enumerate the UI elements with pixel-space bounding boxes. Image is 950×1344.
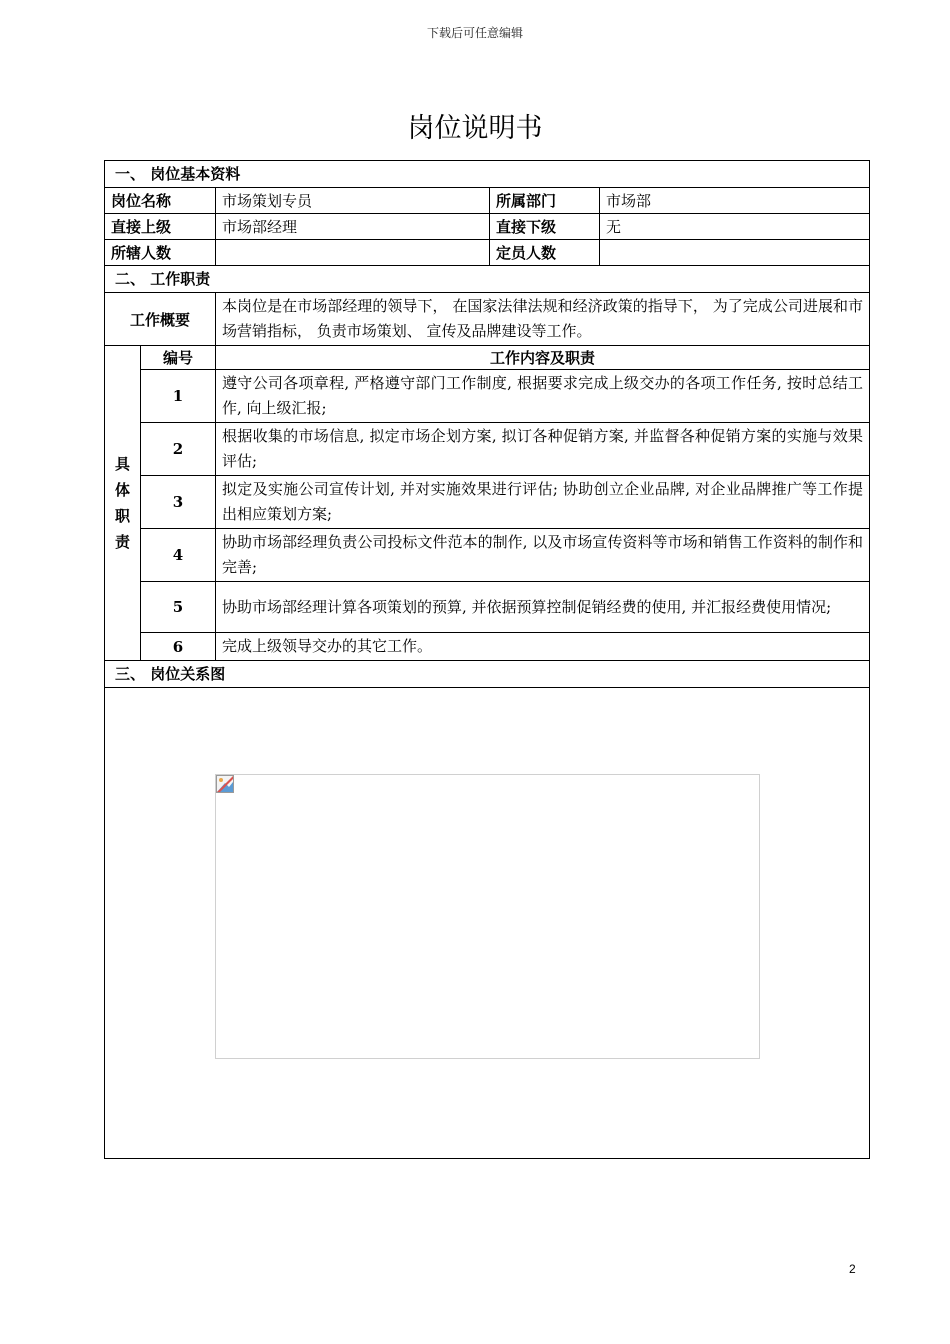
column-header-number: 编号 [141,346,216,370]
table-row [105,293,870,346]
field-label: 直接下级 [490,214,600,240]
document-title: 岗位说明书 [407,113,543,144]
field-label: 定员人数 [490,240,600,266]
table-row [105,240,870,266]
table-row [105,346,870,370]
column-header-content: 工作内容及职责 [216,346,870,370]
table-row [105,476,870,529]
table-row [105,370,870,423]
relationship-diagram-area [105,688,870,1159]
job-description-table [104,160,870,1159]
page-number: 2 [849,1262,856,1276]
duty-text: 根据收集的市场信息, 拟定市场企划方案, 拟订各种促销方案, 并监督各种促销方案的实施与效果评估; [216,423,870,476]
relationship-diagram-image [215,774,760,1059]
table-row [105,633,870,661]
broken-image-icon [216,775,234,793]
table-row [105,423,870,476]
duty-text: 拟定及实施公司宣传计划, 并对实施效果进行评估; 协助创立企业品牌, 对企业品牌推广等工作提出相应策划方案; [216,476,870,529]
duty-number: 4 [141,529,216,582]
table-row [105,188,870,214]
field-label: 所辖人数 [105,240,216,266]
table-row [105,582,870,633]
field-value: 市场部 [600,188,870,214]
duty-text: 完成上级领导交办的其它工作。 [216,633,870,661]
field-label: 岗位名称 [105,188,216,214]
overview-label: 工作概要 [105,293,216,346]
overview-text: 本岗位是在市场部经理的领导下， 在国家法律法规和经济政策的指导下， 为了完成公司进展和市场营销指标， 负责市场策划、 宣传及品牌建设等工作。 [216,293,870,346]
duty-number: 2 [141,423,216,476]
field-value [216,240,490,266]
duty-text: 协助市场部经理计算各项策划的预算, 并依据预算控制促销经费的使用, 并汇报经费使用情况; [216,582,870,633]
field-value: 无 [600,214,870,240]
field-value: 市场部经理 [216,214,490,240]
section-heading-relationship: 三、 岗位关系图 [105,661,870,688]
duty-text: 遵守公司各项章程, 严格遵守部门工作制度, 根据要求完成上级交办的各项工作任务, 按时总结工作, 向上级汇报; [216,370,870,423]
field-label: 所属部门 [490,188,600,214]
duties-side-label [105,346,141,661]
table-row [105,529,870,582]
duty-number: 1 [141,370,216,423]
field-label: 直接上级 [105,214,216,240]
field-value [600,240,870,266]
section-heading-basic-info: 一、 岗位基本资料 [105,161,870,188]
table-row [105,214,870,240]
section-heading-duties: 二、 工作职责 [105,266,870,293]
duty-number: 3 [141,476,216,529]
field-value: 市场策划专员 [216,188,490,214]
duty-number: 5 [141,582,216,633]
duty-text: 协助市场部经理负责公司投标文件范本的制作, 以及市场宣传资料等市场和销售工作资料的制作和完善; [216,529,870,582]
duty-number: 6 [141,633,216,661]
header-note: 下载后可任意编辑 [426,26,523,40]
duties-side-label-text: 具体职责 [114,455,130,551]
